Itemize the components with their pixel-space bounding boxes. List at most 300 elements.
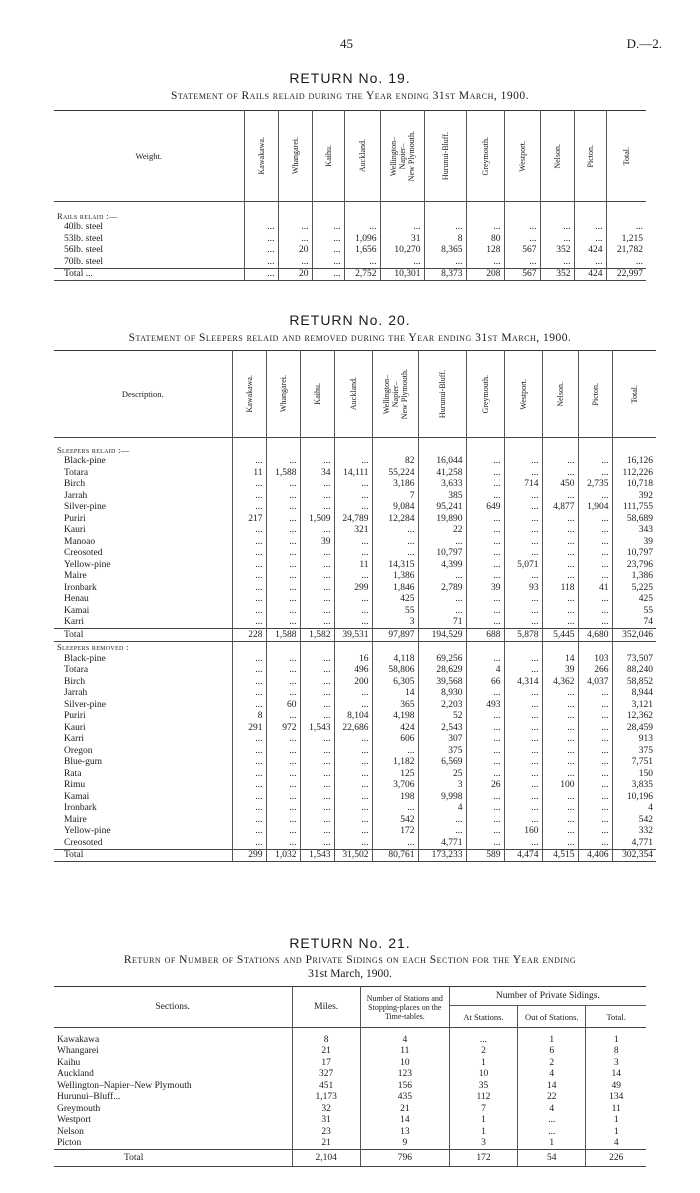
table-row: [54, 1034, 646, 1046]
cell-value: ...: [578, 803, 612, 815]
cell-value: ...: [300, 768, 334, 780]
cell-value: 1,588: [266, 467, 300, 479]
cell-value: 31,502: [334, 849, 372, 862]
cell-value: 606: [372, 734, 418, 746]
row-label: Total: [54, 849, 232, 862]
cell-value: ...: [266, 780, 300, 792]
cell-miles: 17: [292, 1057, 360, 1069]
cell-value: ...: [300, 780, 334, 792]
cell-value: 332: [612, 826, 656, 838]
row-label: 53lb. steel: [64, 233, 104, 244]
section-name: Wellington–Napier–New Plymouth: [57, 1080, 192, 1091]
cell-value: ...: [574, 222, 606, 234]
cell-value: ...: [542, 525, 578, 537]
cell-value: ...: [266, 582, 300, 594]
cell-value: ...: [504, 734, 542, 746]
cell-at: 112: [449, 1092, 517, 1104]
cell-value: 321: [334, 525, 372, 537]
row-label: Black-pine: [64, 456, 106, 467]
table-row: [54, 722, 656, 734]
cell-value: ...: [578, 768, 612, 780]
cell-value: ...: [266, 745, 300, 757]
cell-value: ...: [466, 757, 504, 769]
cell-value: ...: [232, 594, 266, 606]
cell-value: ...: [334, 745, 372, 757]
cell-stations: 123: [360, 1069, 449, 1081]
cell-at: 3: [449, 1138, 517, 1150]
cell-miles: 2,104: [292, 1150, 360, 1167]
column-header: [540, 111, 574, 202]
cell-value: ...: [504, 711, 542, 723]
column-header: [612, 351, 656, 438]
header-row: [54, 351, 656, 438]
cell-value: ...: [266, 594, 300, 606]
cell-value: 4,037: [578, 676, 612, 688]
section-name: Kawakawa: [57, 1034, 100, 1045]
cell-value: 73,507: [612, 653, 656, 665]
return19-table: [54, 110, 646, 281]
cell-value: ...: [504, 525, 542, 537]
table-row: [54, 1080, 646, 1092]
cell-value: 1,096: [344, 233, 380, 245]
cell-value: 5,225: [612, 582, 656, 594]
cell-value: ...: [578, 826, 612, 838]
cell-value: ...: [578, 513, 612, 525]
cell-value: ...: [504, 571, 542, 583]
row-label: Ironbark: [64, 803, 97, 814]
cell-value: 39: [542, 665, 578, 677]
row-label: Maire: [64, 814, 87, 825]
cell-value: 52: [418, 711, 466, 723]
cell-value: 39,531: [334, 629, 372, 642]
column-header-text: Picton.: [585, 144, 595, 168]
row-label: Karri: [64, 734, 85, 745]
cell-empty: [504, 444, 542, 456]
table-row: [54, 699, 656, 711]
cell-value: 228: [232, 629, 266, 642]
cell-value: 118: [542, 582, 578, 594]
cell-value: 4,877: [542, 502, 578, 514]
cell-value: ...: [300, 617, 334, 629]
cell-value: ...: [232, 780, 266, 792]
row-label: Blue-gum: [64, 757, 102, 768]
cell-value: 375: [418, 745, 466, 757]
cell-value: ...: [300, 814, 334, 826]
cell-value: ...: [578, 837, 612, 849]
cell-value: ...: [266, 676, 300, 688]
cell-value: 4,406: [578, 849, 612, 862]
cell-empty: [300, 641, 334, 653]
cell-value: ...: [418, 814, 466, 826]
cell-value: ...: [542, 699, 578, 711]
cell-value: 913: [612, 734, 656, 746]
cell-value: 9,998: [418, 791, 466, 803]
cell-value: ...: [334, 536, 372, 548]
cell-value: 7,751: [612, 757, 656, 769]
cell-value: ...: [504, 233, 540, 245]
section-name: Auckland: [57, 1069, 94, 1080]
table-row: [54, 814, 656, 826]
column-header-text: Westport.: [518, 378, 528, 410]
cell-miles: 8: [292, 1034, 360, 1046]
cell-out: 1: [518, 1138, 586, 1150]
column-header-text: Kawakawa.: [244, 375, 254, 413]
cell-at: 7: [449, 1103, 517, 1115]
cell-value: ...: [578, 688, 612, 700]
cell-empty: [344, 210, 380, 222]
cell-value: ...: [334, 594, 372, 606]
column-header-text: Hurunui-Bluff.: [440, 131, 450, 181]
cell-value: 8,373: [424, 268, 466, 281]
table-row: [54, 571, 656, 583]
cell-miles: 23: [292, 1126, 360, 1138]
row-label: Birch: [64, 479, 86, 490]
cell-value: ...: [578, 699, 612, 711]
cell-value: ...: [578, 711, 612, 723]
return19-title: RETURN No. 19.: [289, 70, 411, 86]
table-row: [54, 256, 646, 268]
cell-total: 14: [586, 1069, 646, 1081]
cell-value: ...: [300, 711, 334, 723]
row-label: Maire: [64, 571, 87, 582]
cell-value: ...: [334, 479, 372, 491]
column-header-text: Auckland.: [348, 377, 358, 411]
cell-value: ...: [232, 826, 266, 838]
cell-empty: [578, 641, 612, 653]
column-header: [244, 111, 278, 202]
return20-subtitle: Statement of Sleepers relaid and removed during the Year ending 31st March, 1900.: [128, 332, 572, 344]
cell-value: ...: [334, 617, 372, 629]
cell-value: 450: [542, 479, 578, 491]
cell-miles: 21: [292, 1138, 360, 1150]
table-row: [54, 676, 656, 688]
cell-value: ...: [466, 768, 504, 780]
cell-value: 200: [334, 676, 372, 688]
cell-value: 2,543: [418, 722, 466, 734]
cell-value: ...: [300, 734, 334, 746]
table-row: [54, 1057, 646, 1069]
column-header: [466, 111, 504, 202]
cell-value: 172: [372, 826, 418, 838]
cell-value: ...: [578, 814, 612, 826]
cell-value: ...: [266, 665, 300, 677]
cell-value: ...: [540, 233, 574, 245]
cell-value: ...: [312, 268, 344, 281]
cell-value: 128: [466, 245, 504, 257]
cell-value: ...: [504, 256, 540, 268]
cell-value: 111,755: [612, 502, 656, 514]
cell-value: 3,706: [372, 780, 418, 792]
column-header: [232, 351, 266, 438]
cell-value: ...: [334, 502, 372, 514]
cell-empty: [300, 444, 334, 456]
cell-value: ...: [244, 222, 278, 234]
table-row: [54, 1126, 646, 1138]
cell-value: ...: [300, 837, 334, 849]
cell-value: 26: [466, 780, 504, 792]
cell-value: ...: [232, 757, 266, 769]
row-label: Kauri: [64, 525, 86, 536]
cell-value: ...: [542, 803, 578, 815]
column-header-private-sidings: Number of Private Sidings.: [449, 987, 646, 1006]
cell-value: ...: [266, 768, 300, 780]
cell-value: 1,386: [612, 571, 656, 583]
cell-value: 125: [372, 768, 418, 780]
row-label: Henau: [64, 594, 89, 605]
section-sleepers-removed: [54, 641, 656, 653]
cell-value: ...: [266, 757, 300, 769]
cell-value: ...: [540, 222, 574, 234]
row-label: Oregon: [64, 745, 93, 756]
cell-value: 1,846: [372, 582, 418, 594]
cell-value: ...: [466, 594, 504, 606]
cell-empty: [334, 641, 372, 653]
cell-value: ...: [606, 222, 646, 234]
cell-value: 291: [232, 722, 266, 734]
cell-total: 134: [586, 1092, 646, 1104]
table-row: [54, 456, 656, 468]
cell-value: ...: [574, 256, 606, 268]
cell-value: ...: [542, 791, 578, 803]
cell-value: ...: [466, 617, 504, 629]
cell-value: ...: [542, 757, 578, 769]
cell-value: ...: [424, 222, 466, 234]
cell-value: 28,629: [418, 665, 466, 677]
cell-value: 1,543: [300, 849, 334, 862]
table-row: [54, 803, 656, 815]
cell-value: ...: [466, 688, 504, 700]
column-header: [372, 351, 418, 438]
cell-value: 3,186: [372, 479, 418, 491]
cell-value: ...: [466, 456, 504, 468]
cell-out: 22: [518, 1092, 586, 1104]
cell-at: 1: [449, 1115, 517, 1127]
cell-value: ...: [542, 605, 578, 617]
column-header-text: Kaihu.: [323, 145, 333, 167]
cell-value: ...: [266, 803, 300, 815]
row-label: Total ...: [54, 268, 244, 281]
cell-value: 343: [612, 525, 656, 537]
cell-value: ...: [578, 617, 612, 629]
cell-value: ...: [278, 233, 312, 245]
cell-empty: [424, 202, 466, 211]
column-header: [380, 111, 424, 202]
row-label: 40lb. steel: [64, 222, 104, 233]
section-name: Whangarei: [57, 1046, 99, 1057]
cell-value: ...: [232, 803, 266, 815]
cell-value: 8,365: [424, 245, 466, 257]
cell-value: ...: [232, 490, 266, 502]
cell-value: ...: [542, 722, 578, 734]
cell-out: 2: [518, 1057, 586, 1069]
cell-value: 4,771: [612, 837, 656, 849]
section-rails-relaid: [54, 210, 646, 222]
cell-value: 12,362: [612, 711, 656, 723]
cell-value: ...: [504, 456, 542, 468]
cell-value: 5,878: [504, 629, 542, 642]
cell-value: 1,215: [606, 233, 646, 245]
cell-empty: [504, 641, 542, 653]
cell-value: ...: [278, 222, 312, 234]
table-row: [54, 479, 656, 491]
cell-value: 2,789: [418, 582, 466, 594]
cell-total: 49: [586, 1080, 646, 1092]
cell-value: ...: [504, 757, 542, 769]
cell-value: 7: [372, 490, 418, 502]
cell-value: ...: [232, 665, 266, 677]
cell-stations: 435: [360, 1092, 449, 1104]
column-header-miles: Miles.: [292, 987, 360, 1028]
row-label: Yellow-pine: [64, 826, 111, 837]
cell-total: 1: [586, 1034, 646, 1046]
cell-stations: 10: [360, 1057, 449, 1069]
cell-value: 160: [504, 826, 542, 838]
cell-value: ...: [542, 559, 578, 571]
table-row: [54, 1103, 646, 1115]
cell-empty: [542, 641, 578, 653]
row-label: Puriri: [64, 513, 86, 524]
cell-value: ...: [466, 605, 504, 617]
cell-value: 80: [466, 233, 504, 245]
cell-value: ...: [334, 548, 372, 560]
column-header-h_at: At Stations.: [449, 1006, 517, 1028]
row-label: Ironbark: [64, 582, 97, 593]
cell-value: ...: [372, 803, 418, 815]
cell-value: ...: [244, 256, 278, 268]
cell-miles: 32: [292, 1103, 360, 1115]
cell-value: 95,241: [418, 502, 466, 514]
cell-value: ...: [466, 791, 504, 803]
cell-value: 16,044: [418, 456, 466, 468]
cell-empty: [344, 202, 380, 211]
cell-value: 25: [418, 768, 466, 780]
cell-value: ...: [232, 525, 266, 537]
column-header-label: Description.: [121, 389, 164, 399]
cell-empty: [372, 444, 418, 456]
table-row: [54, 536, 656, 548]
table-row: [54, 513, 656, 525]
cell-value: ...: [578, 525, 612, 537]
cell-value: ...: [372, 548, 418, 560]
cell-empty: [418, 444, 466, 456]
cell-value: ...: [578, 456, 612, 468]
cell-value: ...: [266, 688, 300, 700]
cell-empty: [540, 210, 574, 222]
column-header-text: Kaihu.: [312, 383, 322, 405]
cell-value: 10,718: [612, 479, 656, 491]
column-header-sections: Sections.: [155, 1002, 191, 1012]
cell-value: ...: [542, 513, 578, 525]
cell-value: ...: [504, 791, 542, 803]
cell-value: 4: [612, 803, 656, 815]
cell-value: 4: [466, 665, 504, 677]
row-label: Kamai: [64, 791, 90, 802]
cell-value: ...: [232, 548, 266, 560]
cell-out: ...: [518, 1115, 586, 1127]
cell-value: 55: [612, 605, 656, 617]
cell-empty: [278, 210, 312, 222]
cell-value: 58,689: [612, 513, 656, 525]
column-header: [504, 351, 542, 438]
cell-value: 39,568: [418, 676, 466, 688]
cell-value: ...: [300, 653, 334, 665]
cell-empty: [266, 444, 300, 456]
cell-value: 4,399: [418, 559, 466, 571]
cell-value: ...: [232, 688, 266, 700]
cell-value: 352: [540, 268, 574, 281]
cell-value: ...: [300, 594, 334, 606]
cell-value: ...: [232, 571, 266, 583]
column-header: [334, 351, 372, 438]
cell-value: 5,445: [542, 629, 578, 642]
cell-value: 22,686: [334, 722, 372, 734]
column-header-text: Nelson.: [555, 381, 565, 407]
cell-value: 385: [418, 490, 466, 502]
cell-value: 22: [418, 525, 466, 537]
cell-value: 71: [418, 617, 466, 629]
cell-value: ...: [542, 734, 578, 746]
cell-value: ...: [578, 571, 612, 583]
cell-value: ...: [606, 256, 646, 268]
cell-value: 2,203: [418, 699, 466, 711]
row-label: Totara: [64, 665, 89, 676]
cell-empty: [466, 210, 504, 222]
cell-value: 21,782: [606, 245, 646, 257]
cell-value: ...: [578, 548, 612, 560]
cell-value: 11: [334, 559, 372, 571]
cell-value: ...: [334, 734, 372, 746]
cell-value: 100: [542, 780, 578, 792]
cell-empty: [574, 210, 606, 222]
cell-value: ...: [466, 490, 504, 502]
cell-total: 226: [586, 1150, 646, 1167]
cell-value: 4,680: [578, 629, 612, 642]
cell-value: ...: [504, 699, 542, 711]
cell-value: ...: [244, 268, 278, 281]
cell-value: ...: [466, 571, 504, 583]
table-row: [54, 1138, 646, 1150]
cell-value: ...: [578, 757, 612, 769]
cell-miles: 31: [292, 1115, 360, 1127]
cell-value: 3,633: [418, 479, 466, 491]
cell-empty: [244, 202, 278, 211]
column-header-text: Whangarei.: [290, 137, 300, 175]
cell-at: 35: [449, 1080, 517, 1092]
cell-stations: 4: [360, 1034, 449, 1046]
cell-value: 1,582: [300, 629, 334, 642]
cell-value: ...: [266, 559, 300, 571]
cell-value: ...: [300, 757, 334, 769]
cell-stations: 11: [360, 1046, 449, 1058]
total-row: [54, 629, 656, 642]
cell-value: ...: [300, 605, 334, 617]
cell-value: ...: [334, 490, 372, 502]
cell-value: 22,997: [606, 268, 646, 281]
cell-value: ...: [542, 490, 578, 502]
cell-value: ...: [300, 456, 334, 468]
cell-value: ...: [504, 803, 542, 815]
cell-empty: [612, 444, 656, 456]
section-name: Kaihu: [57, 1057, 81, 1068]
cell-value: ...: [504, 594, 542, 606]
table-row: [54, 525, 656, 537]
cell-at: 172: [449, 1150, 517, 1167]
cell-empty: [466, 641, 504, 653]
cell-value: ...: [266, 605, 300, 617]
table-row: [54, 711, 656, 723]
cell-value: ...: [334, 803, 372, 815]
row-label: Total: [54, 629, 232, 642]
